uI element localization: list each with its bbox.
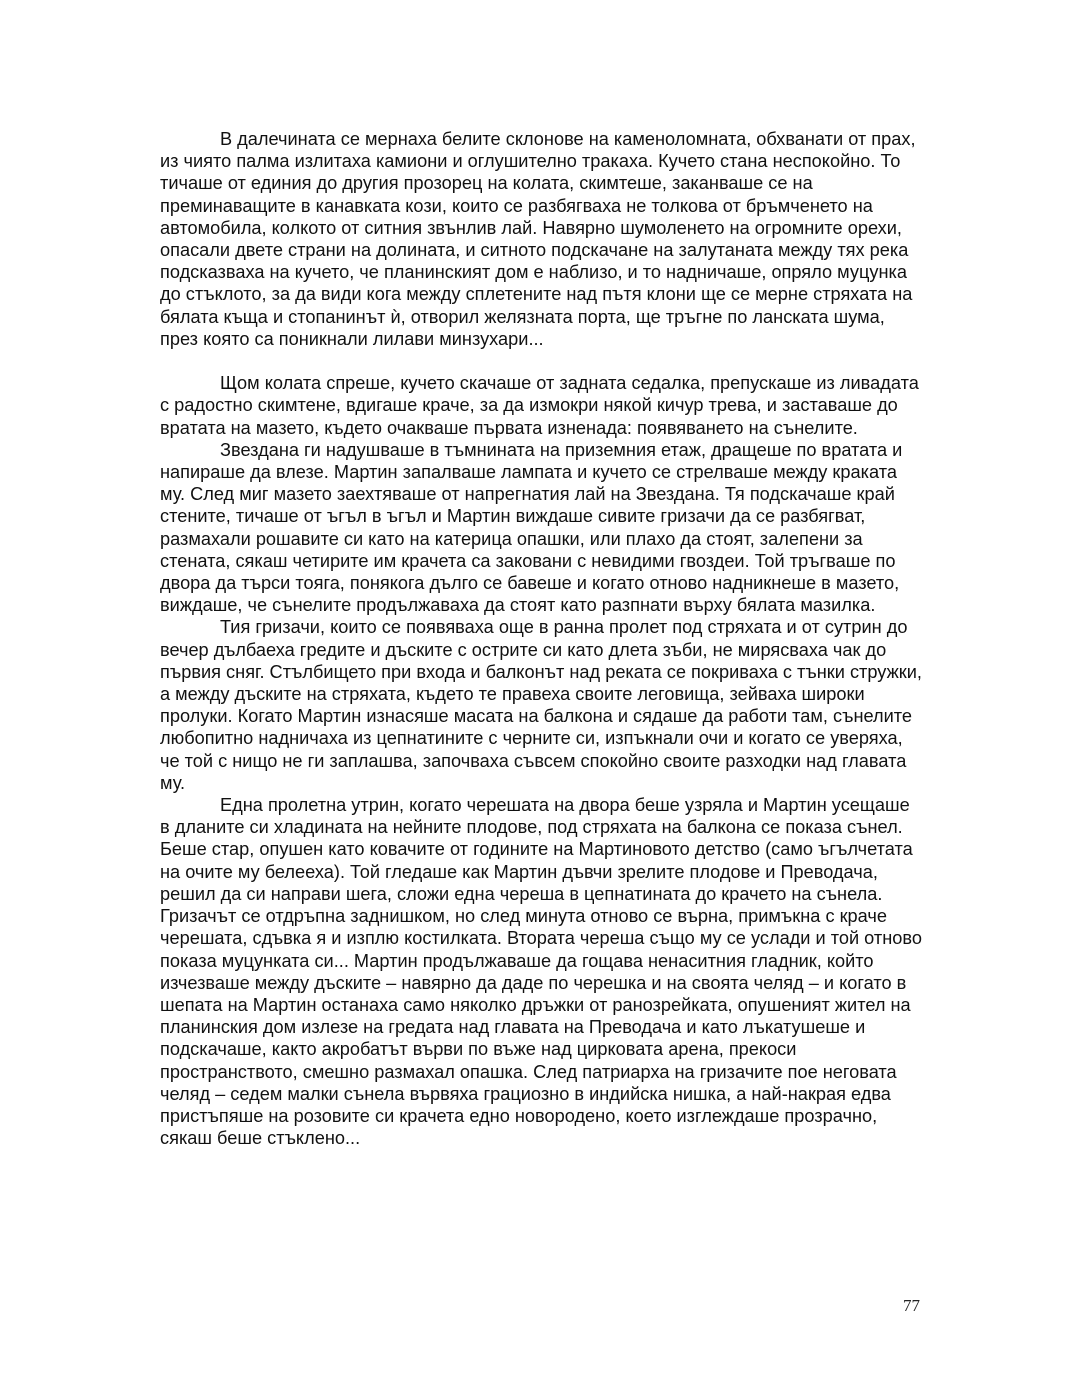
paragraph-3: Звездана ги надушваше в тъмнината на приземния етаж, дращеше по вратата и напираше да влезе. Мартин запалваше лампата и кучето се стрелваше между краката му. След миг мазето заехтяваше от напрегнатия лай на Звездана. Тя подскачаше край стените, тичаше от ъгъл в ъгъл и Мартин виждаше сивите гризачи да се разбягват, размахали рошавите си като на катерица опашки, или плахо да стоят, залепени за стената, сякаш четирите им крачета са заковани с невидими гвоздеи. Той тръгваше по двора да търси тояга, понякога дълго се бавеше и когато отново надникнеше в мазето, виждаше, че сънелите продължаваха да стоят като разпнати върху бялата мазилка. (160, 439, 903, 616)
paragraph-1: В далечината се мернаха белите склонове на каменоломната, обхванати от прах, из чиято палма излитаха камиони и оглушително тракаха. Кучето стана неспокойно. То тичаше от единия до другия прозорец на колата, скимтеше, заканваше се на преминаващите в канавката кози, които се разбягваха не толкова от бръмченето на автомобила, колкото от ситния звънлив лай. Навярно шумоленето на огромните орехи, опасали двете страни на долината, и ситното подскачане на залутаната между тях река подсказваха на кучето, че планинският дом е наблизо, и то надничаше, опряло муцунка до стъклото, за да види кога между сплетените над пътя клони ще се мерне стряхата на бялата къща и стопанинът ѝ, отворил желязната порта, ще тръгне по ланската шума, през която са поникнали лилави минзухари... (160, 129, 916, 349)
paragraph-2: Щом колата спреше, кучето скачаше от задната седалка, препускаше из ливадата с радостно скимтене, вдигаше краче, за да измокри някой кичур трева, и заставаше до вратата на мазето, където очакваше първата изненада: появяването на сънелите. (160, 373, 919, 438)
body-text (160, 128, 922, 1149)
paragraph-4: Тия гризачи, които се появяваха още в ранна пролет под стряхата и от сутрин до вечер дълбаеха гредите и дъските с острите си като длета зъби, не мирясваха чак до първия сняг. Стълбището при входа и балконът над реката се покриваха с тънки стружки, а между дъските на стряхата, където те правеха своите леговища, зейваха широки пролуки. Когато Мартин изнасяше масата на балкона и сядаше да работи там, сънелите любопитно надничаха из цепнатините с черните си, изпъкнали очи и когато се уверяха, че той с нищо не ги заплашва, започваха съвсем спокойно своите разходки над главата му. (160, 617, 922, 793)
paragraph-5: Една пролетна утрин, когато черешата на двора беше узряла и Мартин усещаше в дланите си хладината на нейните плодове, под стряхата на балкона се показа сънел. Беше стар, опушен като ковачите от годините на Мартиновото детство (само ъгълчетата на очите му белееха). Той гледаше как Мартин дъвчи зрелите плодове и Преводача, решил да си направи шега, сложи една череша в цепнатината до крачето на сънела. Гризачът се отдръпна заднишком, но след минута отново се върна, примъкна с краче черешата, сдъвка я и изплю костилката. Втората череша също му се услади и той отново показа муцунката си... Мартин продължаваше да гощава ненаситния гладник, който изчезваше между дъските – навярно да даде по черешка и на своята челяд – и когато в шепата на Мартин останаха само няколко дръжки от ранозрейката, опушеният жител на планинския дом излезе на гредата над главата на Преводача и като лъкатушеше и подскачаше, както акробатът върви по въже над цирковата арена, прекоси пространството, смешно размахал опашка. След патриарха на гризачите пое неговата челяд – седем малки сънела вървяха грациозно в индийска нишка, а най-накрая едва пристъпяше на розовите си крачета едно новородено, което изглеждаше прозрачно, сякаш беше стъклено... (160, 795, 922, 1149)
page-number: 77 (903, 1296, 920, 1315)
